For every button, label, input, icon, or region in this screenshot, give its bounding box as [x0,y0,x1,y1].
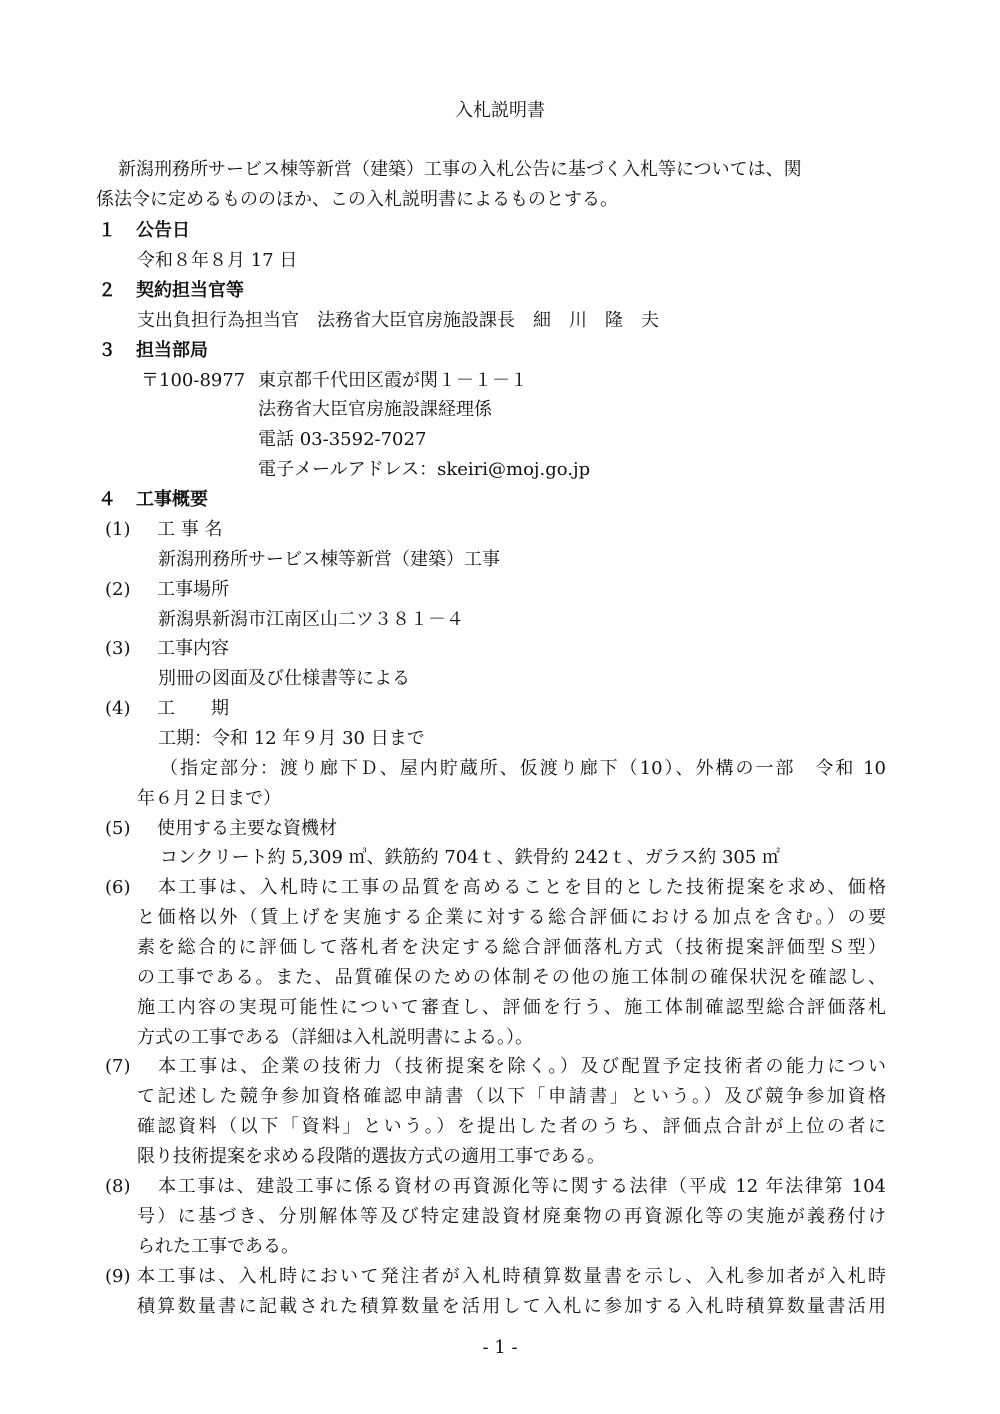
section-2-title: 契約担当官等 [136,280,244,301]
section-1-title: 公告日 [136,220,190,241]
document-title: 入札説明書 [455,100,545,121]
item-4-title: 工 期 [157,698,229,719]
page-number: - 1 - [482,1337,518,1358]
address: 東京都千代田区霞が関１－１－１ [258,370,528,391]
item-8-line-2: 号）に基づき、分別解体等及び特定建設資材廃棄物の再資源化等の実施が義務付け [137,1206,886,1227]
contract-officer: 支出負担行為担当官 法務省大臣官房施設課長 細 川 隆 夫 [137,310,659,331]
item-6-line-6: 方式の工事である（詳細は入札説明書による。）。 [137,1027,533,1048]
postal-code: 〒100-8977 [141,370,246,391]
item-9-number: (9) [105,1266,131,1287]
designated-part-line-2: 年６月２日まで） [137,788,281,809]
item-5-number: (5) [105,818,131,839]
section-3-title: 担当部局 [136,340,208,361]
project-name: 新潟刑務所サービス棟等新営（建築）工事 [158,549,500,570]
section-3-number: ３ [98,340,116,361]
materials: コンクリート約 5,309 ㎥、鉄筋約 704ｔ、鉄骨約 242ｔ、ガラス約 305 ㎡ [160,847,781,868]
item-7-line-2: て記述した競争参加資格確認申請書（以下「申請書」という。）及び競争参加資格 [137,1086,886,1107]
intro-line-2: 係法令に定めるもののほか、この入札説明書によるものとする。 [96,189,618,210]
section-2-number: ２ [98,280,116,301]
item-8-line-1: 本工事は、建設工事に係る資材の再資源化等に関する法律（平成 12 年法律第 104 [158,1176,886,1197]
section-4-title: 工事概要 [136,489,208,510]
section-1-number: １ [98,220,116,241]
item-5-label [105,816,337,842]
item-6-line-5: 施工内容の実現可能性について審査し、評価を行う、施工体制確認型総合評価落札 [137,997,886,1018]
office-name: 法務省大臣官房施設課経理係 [258,399,492,420]
item-4-number: (4) [105,698,131,719]
item-7-line-3: 確認資料（以下「資料」という。）を提出した者のうち、評価点合計が上位の者に [137,1116,886,1137]
section-3-heading [98,338,208,364]
item-2-label [105,577,229,603]
project-content: 別冊の図面及び仕様書等による [158,668,410,689]
item-7-line-1: 本工事は、企業の技術力（技術提案を除く。）及び配置予定技術者の能力につい [158,1056,886,1077]
item-1-label [105,517,222,543]
section-4-heading [98,487,208,513]
item-7-number: (7) [105,1056,131,1077]
item-6-line-4: の工事である。また、品質確保のための体制その他の施工体制の確保状況を確認し、 [137,967,886,988]
section-4-number: ４ [98,489,116,510]
item-6-line-2: と価格以外（賃上げを実施する企業に対する総合評価における加点を含む。）の要 [137,907,886,928]
announcement-date: 令和８年８月 17 日 [137,250,298,271]
item-7-line-4: 限り技術提案を求める段階的選抜方式の適用工事である。 [137,1146,605,1167]
item-8-number: (8) [105,1176,131,1197]
item-5-title: 使用する主要な資機材 [157,818,337,839]
item-2-title: 工事場所 [157,579,229,600]
phone-number: 電話 03-3592-7027 [258,429,427,450]
item-3-label [105,636,229,662]
item-1-title: 工 事 名 [157,519,223,540]
project-location: 新潟県新潟市江南区山二ツ３８１－４ [158,609,464,630]
intro-line-1: 新潟刑務所サービス棟等新営（建築）工事の入札公告に基づく入札等については、関 [118,159,802,180]
item-3-number: (3) [105,638,131,659]
section-1-heading [98,218,190,244]
item-6-number: (6) [105,877,131,898]
item-6-line-3: 素を総合的に評価して落札者を決定する総合評価落札方式（技術提案評価型Ｓ型） [137,937,886,958]
item-4-label [105,696,229,722]
item-8-line-3: られた工事である。 [137,1236,299,1257]
designated-part-line-1: （指定部分：渡り廊下Ｄ、屋内貯蔵所、仮渡り廊下（10）、外構の一部 令和 10 [160,758,886,779]
email-address: 電子メールアドレス：skeiri@moj.go.jp [258,459,591,480]
item-6-line-1: 本工事は、入札時に工事の品質を高めることを目的とした技術提案を求め、価格 [158,877,886,898]
item-1-number: (1) [105,519,131,540]
section-2-heading [98,278,244,304]
item-3-title: 工事内容 [157,638,229,659]
item-2-number: (2) [105,579,131,600]
item-9-line-2: 積算数量書に記載された積算数量を活用して入札に参加する入札時積算数量書活用 [137,1296,886,1317]
construction-period: 工期：令和 12 年９月 30 日まで [158,728,425,749]
item-9-line-1: 本工事は、入札時において発注者が入札時積算数量書を示し、入札参加者が入札時 [137,1266,886,1287]
